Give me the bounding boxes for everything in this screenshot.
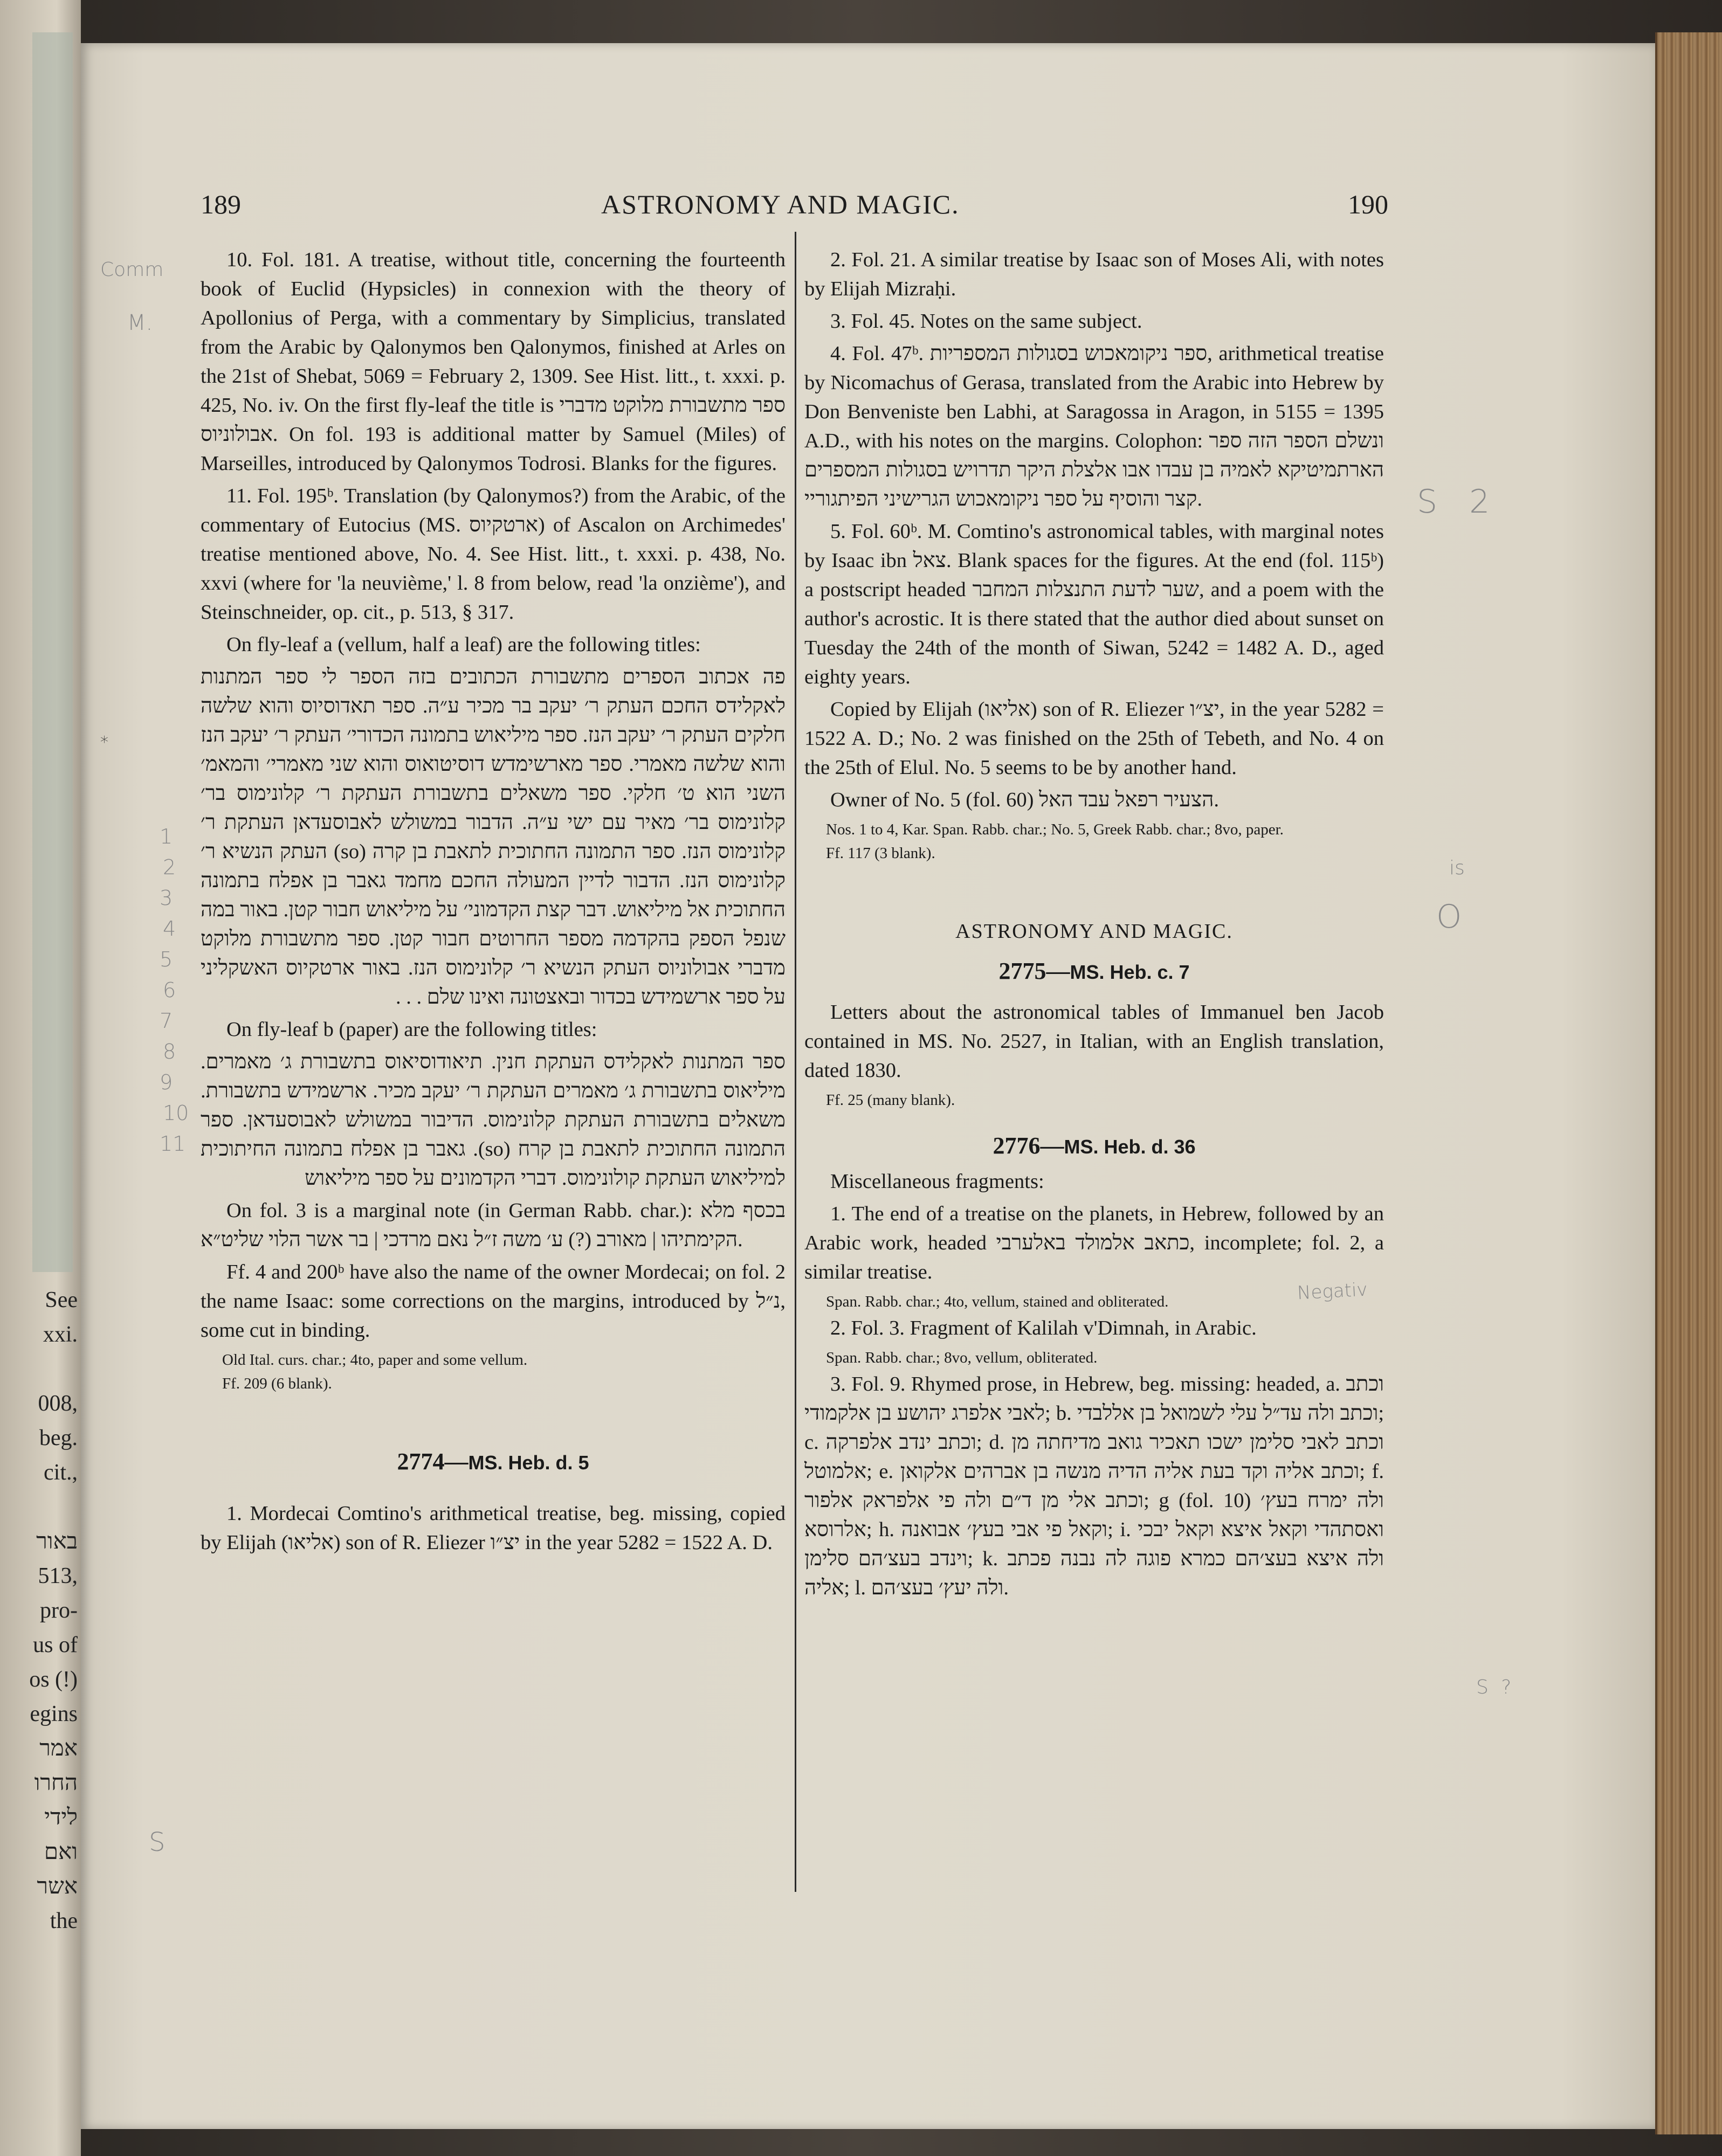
previous-page-fragment: us of	[33, 1633, 78, 1657]
misc-fragments-intro: Miscellaneous fragments:	[830, 1170, 1044, 1193]
pencil-note-is: is	[1449, 857, 1465, 879]
previous-page-fragment: See	[45, 1288, 78, 1312]
pencil-line-number: 9	[160, 1070, 173, 1094]
pencil-line-number: 7	[160, 1009, 173, 1033]
pencil-line-number: 1	[160, 825, 173, 848]
pencil-note-negative: Negativ	[1297, 1279, 1368, 1304]
previous-page-fragment: באור	[36, 1529, 78, 1554]
pencil-line-number: 3	[160, 886, 173, 910]
previous-page-fragments	[2, 1283, 78, 1938]
previous-page-fragment: 008,	[38, 1391, 78, 1416]
running-head: ASTRONOMY AND MAGIC.	[601, 189, 960, 219]
previous-page-fragment: the	[50, 1909, 78, 1933]
previous-page-fragment: החרו	[34, 1771, 78, 1795]
previous-page-fragment: 513,	[38, 1564, 78, 1588]
left-column	[201, 245, 786, 1560]
previous-page-fragment: beg.	[39, 1426, 78, 1450]
heading-2776-shelfmark: MS. Heb. d. 36	[1064, 1136, 1196, 1158]
previous-page-fragment: egins	[30, 1702, 78, 1726]
pencil-line-number: 11	[160, 1132, 186, 1156]
pencil-note-m: M.	[127, 310, 153, 335]
pencil-line-number: 6	[163, 978, 176, 1002]
pencil-asterisk: *	[100, 733, 108, 752]
heading-2776	[804, 1131, 1384, 1162]
pencil-note-comm: Comm	[100, 259, 164, 281]
entry-fol-45: 3. Fol. 45. Notes on the same subject.	[830, 310, 1142, 333]
copyist-note: Copied by Elijah (אליאו) son of R. Eliezer יצ״ו, in the year 5282 = 1522 A. D.; No. 2 was finished on the 25th of Tebeth, and No. 4 on the 25th of Elul. No. 5 seems to be by another hand.	[804, 698, 1384, 779]
folio-count-2774: Ff. 117 (3 blank).	[826, 845, 935, 862]
previous-page-fragment: pro-	[40, 1598, 78, 1623]
entry-fol-195b: 11. Fol. 195ᵇ. Translation (by Qalonymos?) from the Arabic, of the commentary of Eutocius (MS. ארטקיוס) of Ascalon on Archimedes' treatise mentioned above, No. 4. See Hist. litt., t. xxxi. p. 438, No. xxvi (where for 'la neuvième,' l. 8 from below, read 'la onzième'), and Steinschneider, op. cit., p. 513, § 317.	[201, 485, 786, 624]
flyleaf-a-hebrew: פה אכתוב הספרים מתשבורת הכתובים בזה הספר לי ספר המתנות לאקלידס החכם העתק ר׳ יעקב בר מכיר ע״ה. ספר תאדוסיוס והוא שלשה חלקים העתק ר׳ יעקב הנז. ספר מיליאוש בתמונה הכדורי׳ העתק ר׳ יעקב הנז והוא שלשה מאמרי. ספר מארשימדש דוסיטואוס והוא שני מאמרי׳ והמאמ׳ השני הוא ט׳ חלקי. ספר משאלים בתשבורת העתקת ר׳ קלונימוס בר׳ קלונימוס בר׳ מאיר עם ישי ע״ה. הדבור במשולש לאבוסעדאן העתקת ר׳ קלונימוס הנז. ספר התמונה החתוכית לתאבת בן קרה (so) העתק הנשיא ר׳ קלונימוס הנז. הדבור לדיין המעולה החכם מחמד גאבר בן אפלח בתמונה החתוכית אל מיליאוש. דבר קצת הקדמוני׳ על מיליאוש חבור קטן. באור במה שנפל הספק בהקדמה מספר החרוטים חבור קטן. ספר מתשבורת מלוקט מדברי אבולוניוס העתק הנשיא ר׳ קלונימוס הנז. באור ארטקיוס האשקליני על ספר ארשמידש בכדור ובאצטונה ואינו שלם . . .	[201, 666, 786, 1008]
pencil-note-s2: S 2	[1417, 483, 1501, 521]
previous-page-fragment: cit.,	[44, 1460, 78, 1485]
folio-count-2773: Ff. 209 (6 blank).	[222, 1375, 332, 1392]
flyleaf-b-intro: On fly-leaf b (paper) are the following titles:	[226, 1018, 597, 1041]
marginal-note: On fol. 3 is a marginal note (in German Rabb. char.): בכסף מלא הקימתיהו | מאורב (?) ע׳ משה ז״ל נאם מרדכי | בר אשר הלוי שליט״א.	[201, 1199, 786, 1251]
entry-2776-3: 3. Fol. 9. Rhymed prose, in Hebrew, beg. missing: headed, a. וכתב לאבי אלפרג יהושע בן אלקמודי; b. וכתב ולה עד״ל עלי לשמואל בן אללבדי; c. וכתב ינדב אלפרקה; d. וכתב לאבי סלימן ישכו תאכיר גואב מדיחתה מן אלמוטל; e. וכתב אליה וקד בעת אליה הדיה מנשה בן אברהים אלקואן; f. וכתב אלי מן ד״ם ולה פי אלפראק אלפור; g (fol. 10) ולה ימרח בעץ׳ אלרוסא; h. וקאל פי אבי בעץ׳ אבואנה; i. ואסתהדי וקאל איצא וקאל יבכי וינדב בעצ׳הם סלימן; k. ולה איצא בעצ׳הם כמרא פוגה לה נבנה פכתב אליה; l. ולה יעץ׳ בעצ׳הם.	[804, 1373, 1385, 1599]
pencil-line-number: 10	[163, 1101, 189, 1125]
heading-2774-number: 2774—	[397, 1448, 469, 1475]
previous-page-fragment: ואם	[44, 1840, 78, 1864]
right-page-number: 190	[1348, 189, 1388, 219]
owner-no-5: Owner of No. 5 (fol. 60) הצעיר רפאל עבד האל.	[830, 789, 1219, 811]
pencil-note-s-query: S ?	[1476, 1676, 1515, 1698]
pencil-note-o: O	[1436, 898, 1462, 936]
previous-page-edge	[0, 0, 81, 2156]
previous-page-fragment: אמר	[39, 1736, 78, 1761]
entry-2776-1: 1. The end of a treatise on the planets, in Hebrew, followed by an Arabic work, headed כתאב אלמולד באלערבי, incomplete; fol. 2, a similar treatise.	[804, 1203, 1384, 1283]
flyleaf-b-hebrew: ספר המתנות לאקלידס העתקת חנין. תיאודוסיאוס בתשבורת ג׳ מאמרים. מיליאוס בתשבורת ג׳ מאמרים העתקת ר׳ יעקב מכיר. ארשמידש בתשבורת. משאלים בתשבורת העתקת קלונימוס. הדיבור במשולש לאבוסעדאן. ספר התמונה החתוכית לתאבת בן קרח (so). גאבר בן אפלח בתמונה החיתוכית למיליאוש העתקת קולונימוס. דברי הקדמונים על ספר מיליאוש	[201, 1051, 786, 1190]
book-fore-edge	[1655, 32, 1722, 2134]
heading-2775-number: 2775—	[998, 958, 1070, 984]
entry-2775: Letters about the astronomical tables of Immanuel ben Jacob contained in MS. No. 2527, in Italian, with an English translation, dated 1830.	[804, 1001, 1384, 1082]
pencil-line-number: 4	[163, 917, 176, 941]
description-2774: Nos. 1 to 4, Kar. Span. Rabb. char.; No. 5, Greek Rabb. char.; 8vo, paper.	[826, 821, 1284, 838]
pencil-note-s: S	[149, 1827, 166, 1857]
pencil-line-number: 2	[163, 855, 176, 879]
pencil-line-number: 8	[163, 1040, 176, 1063]
entry-fol-181: 10. Fol. 181. A treatise, without title, concerning the fourteenth book of Euclid (Hypsicles) in connexion with the theory of Apollonius of Perga, with a commentary by Simplicius, translated from the Arabic by Qalonymos ben Qalonymos, finished at Arles on the 21st of Shebat, 5069 = February 2, 1309. See Hist. litt., t. xxxi. p. 425, No. iv. On the first fly-leaf the title is ספר מתשבורת מלוקט מדברי אבולוניוס. On fol. 193 is additional matter by Samuel (Miles) of Marseilles, introduced by Qalonymos Todrosi. Blanks for the figures.	[201, 248, 786, 475]
previous-page-fragment: לידי	[44, 1805, 78, 1830]
previous-page-fragment: אשר	[37, 1874, 78, 1899]
previous-page-margin	[32, 32, 73, 1272]
folio-count-2775: Ff. 25 (many blank).	[826, 1091, 955, 1109]
heading-2774-shelfmark: MS. Heb. d. 5	[468, 1452, 589, 1474]
entry-2776-2: 2. Fol. 3. Fragment of Kalilah v'Dimnah, in Arabic.	[830, 1317, 1257, 1339]
previous-page-fragment	[2, 1352, 78, 1386]
entry-fol-60b: 5. Fol. 60ᵇ. M. Comtino's astronomical tables, with marginal notes by Isaac ibn צאל. Blank spaces for the figures. At the end (fol. 115ᵇ) a postscript headed שער לדעת התנצלות המחבר, and a poem with the author's acrostic. It is there stated that the author died about sunset on Tuesday the 24th of the month of Siwan, 5242 = 1482 A. D., aged eighty years.	[804, 520, 1384, 688]
column-rule	[795, 232, 796, 1892]
entry-fol-47b: 4. Fol. 47ᵇ. ספר ניקומאכוש בסגולות המספריות, arithmetical treatise by Nicomachus of Gerasa, translated from the Arabic into Hebrew by Don Benveniste ben Labhi, at Saragossa in Aragon, in 5155 = 1395 A.D., with his notes on the margins. Colophon: ונשלם הספר הזה ספר הארתמיטיקא לאמיה בן עבדו אבו אלצלת היקר תדרויש בסגולות המספרים קצר והוסיף על ספר ניקומאכוש הגרישיני הפיתגוריי.	[804, 342, 1385, 510]
description-2776-2: Span. Rabb. char.; 8vo, vellum, obliterated.	[826, 1349, 1098, 1366]
flyleaf-a-intro: On fly-leaf a (vellum, half a leaf) are the following titles:	[226, 633, 701, 656]
entry-fol-21: 2. Fol. 21. A similar treatise by Isaac son of Moses Ali, with notes by Elijah Mizraḥi.	[804, 248, 1384, 300]
heading-2775	[804, 957, 1384, 987]
heading-2775-shelfmark: MS. Heb. c. 7	[1070, 961, 1190, 983]
previous-page-fragment: os (!)	[29, 1667, 78, 1692]
entry-2774-1: 1. Mordecai Comtino's arithmetical treatise, beg. missing, copied by Elijah (אליאו) son of R. Eliezer יצ״ו in the year 5282 = 1522 A. D.	[201, 1502, 786, 1554]
owner-note: Ff. 4 and 200ᵇ have also the name of the owner Mordecai; on fol. 2 the name Isaac: some corrections on the margins, introduced by נ״ל, some cut in binding.	[201, 1261, 786, 1342]
pencil-line-number: 5	[160, 948, 173, 971]
heading-2776-number: 2776—	[993, 1132, 1064, 1159]
heading-2774	[201, 1447, 786, 1477]
description-2776-1: Span. Rabb. char.; 4to, vellum, stained and obliterated.	[826, 1293, 1169, 1310]
previous-page-fragment	[2, 1490, 78, 1524]
description-2773: Old Ital. curs. char.; 4to, paper and some vellum.	[222, 1351, 528, 1369]
section-title: ASTRONOMY AND MAGIC.	[955, 920, 1233, 943]
previous-page-fragment: xxi.	[43, 1322, 78, 1347]
right-column	[804, 245, 1384, 1606]
left-page-number: 189	[201, 189, 241, 219]
